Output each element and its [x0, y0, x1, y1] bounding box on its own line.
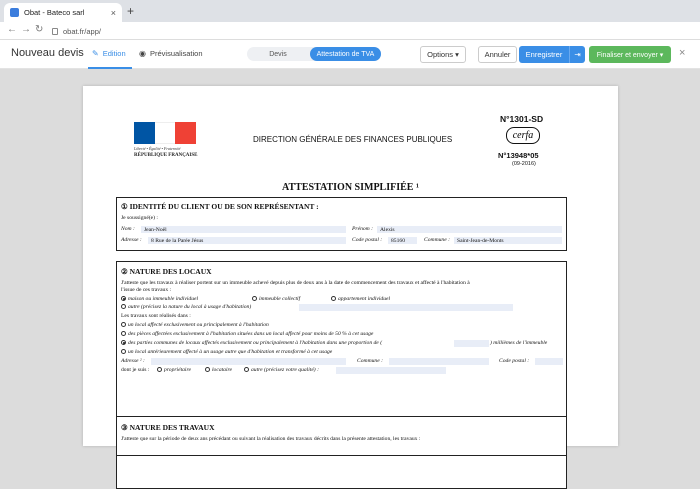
radio-label: maison ou immeuble individuel — [128, 296, 199, 302]
cerfa-number: N°13948*05 — [498, 151, 539, 160]
nom-label: Nom : — [121, 226, 135, 232]
commune-label: Commune : — [424, 237, 450, 243]
save-button[interactable] — [519, 46, 585, 63]
radio-label: un local antérieurement affecté à un usage autre que d'habitation et transformé à cet usage — [128, 349, 333, 355]
tab-close-icon[interactable]: × — [110, 7, 116, 18]
intro-line: l'issue de ces travaux : — [121, 287, 172, 293]
cerfa-logo: cerfa — [506, 127, 540, 144]
commune-field[interactable]: Saint-Jean-de-Monts — [454, 237, 562, 244]
radio-r3[interactable] — [121, 340, 126, 345]
milliemes-field[interactable] — [454, 340, 489, 347]
eye-icon: ◉ — [139, 49, 146, 58]
radio-label: immeuble collectif — [259, 296, 301, 302]
prenom-label: Prénom : — [352, 226, 373, 232]
section-title: ③ NATURE DES TRAVAUX — [121, 423, 215, 432]
radio-label: des parties communes de locaux affectés exclusivement ou principalement à l'habitation dans une proportion de ( — [128, 340, 383, 346]
radio-label: un local affecté exclusivement ou principalement à l'habitation — [128, 322, 269, 328]
section-works — [116, 416, 567, 456]
document-switch — [247, 47, 381, 61]
dgfip-title: DIRECTION GÉNÉRALE DES FINANCES PUBLIQUES — [253, 135, 453, 144]
cp-field[interactable]: 85160 — [388, 237, 417, 244]
save-label: Enregistrer — [525, 50, 563, 59]
soussigne-label: Je soussigné(e) : — [121, 215, 158, 221]
qualite-label: dont je suis : — [121, 367, 150, 373]
republique-logo — [134, 122, 196, 164]
radio-appartement[interactable] — [331, 296, 336, 301]
radio-collectif[interactable] — [252, 296, 257, 301]
radio-proprietaire[interactable] — [157, 367, 162, 372]
url-text: obat.fr/app/ — [63, 26, 101, 36]
radio-label: autre (précisez la nature du local à usage d'habitation) — [128, 304, 252, 310]
tab-edition[interactable] — [92, 49, 126, 58]
republique-label: RÉPUBLIQUE FRANÇAISE — [134, 153, 198, 158]
tab-edition-label: Edition — [102, 49, 126, 58]
adresse-local-field[interactable] — [151, 358, 346, 365]
lock-icon — [52, 28, 58, 35]
finalize-send-button[interactable]: Finaliser et envoyer ▾ — [589, 46, 671, 63]
devis-toggle[interactable]: Devis — [269, 50, 287, 58]
adresse-field[interactable]: 8 Rue de la Parée Jésus — [148, 237, 346, 244]
attestation-tva-toggle[interactable]: Attestation de TVA — [310, 47, 381, 61]
forward-icon[interactable]: → — [21, 24, 31, 35]
app-toolbar — [0, 40, 700, 69]
reload-icon[interactable]: ↻ — [35, 24, 44, 35]
motto: Liberté • Égalité • Fraternité — [134, 146, 181, 151]
intro-line: J'atteste que sur la période de deux ans précédant ou suivant la réalisation des travaux décrits dans la présente attestation, les travaux : — [121, 436, 421, 442]
url-field[interactable] — [52, 25, 101, 37]
cp-label: Code postal : — [499, 358, 530, 364]
browser-tab[interactable] — [4, 3, 122, 22]
form-date: (09-2016) — [512, 161, 536, 167]
radio-label: autre (précisez votre qualité) : — [251, 367, 319, 373]
radio-autre-local[interactable] — [121, 304, 126, 309]
commune-local-field[interactable] — [389, 358, 489, 365]
radio-r2[interactable] — [121, 331, 126, 336]
prenom-field[interactable]: Alexis — [377, 226, 562, 233]
attestation-document — [83, 86, 618, 446]
options-button[interactable]: Options ▾ — [420, 46, 466, 63]
radio-r1[interactable] — [121, 322, 126, 327]
milliemes-label: ) millièmes de l'immeuble — [490, 340, 548, 346]
radio-r4[interactable] — [121, 349, 126, 354]
realises-label: Les travaux sont réalisés dans : — [121, 313, 191, 319]
radio-label: propriétaire — [164, 367, 191, 373]
radio-label: locataire — [212, 367, 232, 373]
cancel-button[interactable]: Annuler — [478, 46, 517, 63]
nom-field[interactable]: Jean-Noël — [141, 226, 346, 233]
browser-tab-bar — [0, 0, 700, 22]
autre-local-field[interactable] — [299, 304, 513, 311]
autre-qualite-field[interactable] — [336, 367, 446, 374]
address-bar — [0, 22, 700, 40]
commune-label: Commune : — [357, 358, 383, 364]
section-title: ② NATURE DES LOCAUX — [121, 267, 212, 276]
cp-local-field[interactable] — [535, 358, 563, 365]
radio-label: des pièces affectées exclusivement à l'habitation situées dans un local affecté pour moins de 50 % à cet usage — [128, 331, 374, 337]
pencil-icon: ✎ — [92, 49, 99, 58]
save-exit-icon[interactable]: ⇥ — [569, 46, 585, 63]
radio-maison[interactable] — [121, 296, 126, 301]
adresse-label: Adresse : — [121, 237, 142, 243]
radio-locataire[interactable] — [205, 367, 210, 372]
radio-label: appartement individuel — [338, 296, 391, 302]
cp-label: Code postal : — [352, 237, 383, 243]
document-heading: ATTESTATION SIMPLIFIÉE ¹ — [282, 182, 419, 193]
intro-line: J'atteste que les travaux à réaliser portent sur un immeuble achevé depuis plus de deux ans à la date de commencement des travaux et affecté à l'habitation à — [121, 280, 470, 286]
back-icon[interactable]: ← — [7, 24, 17, 35]
form-number: N°1301-SD — [500, 114, 544, 124]
tab-title: Obat - Bateco sarl — [24, 8, 85, 17]
tab-preview[interactable] — [139, 49, 203, 58]
section-identity — [116, 197, 567, 251]
new-tab-button[interactable]: + — [127, 4, 135, 18]
page-title: Nouveau devis — [11, 47, 84, 59]
marianne-flag — [134, 122, 196, 144]
adresse-label: Adresse ² : — [121, 358, 145, 364]
favicon-icon — [10, 8, 19, 17]
tab-preview-label: Prévisualisation — [149, 49, 203, 58]
radio-autre-qualite[interactable] — [244, 367, 249, 372]
close-icon[interactable]: × — [679, 47, 686, 59]
section-title: ① IDENTITÉ DU CLIENT OU DE SON REPRÉSENTANT : — [121, 202, 319, 211]
active-tab-indicator — [88, 67, 132, 69]
